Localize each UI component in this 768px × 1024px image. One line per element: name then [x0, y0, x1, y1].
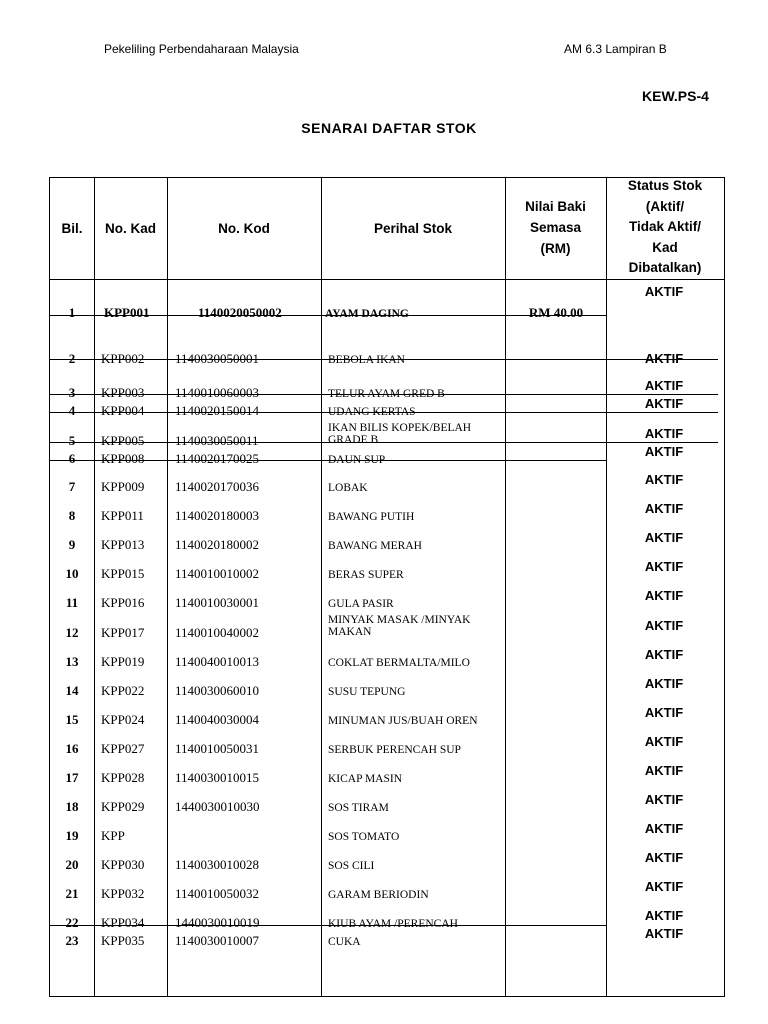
row-no-kad: KPP035 — [101, 933, 145, 948]
row-status: AKTIF — [644, 763, 684, 778]
row-bil: 23 — [65, 933, 79, 948]
row-perihal: MINUMAN JUS/BUAH OREN — [328, 715, 478, 727]
row-no-kad: KPP024 — [101, 712, 145, 727]
row-no-kad: KPP001 — [104, 305, 150, 320]
header-divider — [50, 279, 724, 280]
row-status: AKTIF — [644, 426, 684, 441]
row-no-kod: 1440030010030 — [175, 799, 260, 814]
column-divider — [606, 178, 607, 996]
row-no-kad: KPP005 — [101, 433, 145, 448]
row-no-kod: 1140030010015 — [175, 770, 260, 785]
column-header-status-line: Dibatalkan) — [628, 260, 702, 275]
row-perihal: GRADE B — [328, 434, 379, 446]
row-bil: 11 — [65, 595, 79, 610]
appendix-reference: AM 6.3 Lampiran B — [564, 42, 667, 56]
row-no-kod: 1140030050011 — [175, 433, 259, 448]
column-divider — [321, 178, 322, 996]
row-status: AKTIF — [644, 676, 684, 691]
circular-name: Pekeliling Perbendaharaan Malaysia — [104, 42, 299, 56]
row-no-kod: 1140010050031 — [175, 741, 260, 756]
row-bil: 6 — [68, 451, 76, 466]
row-status: AKTIF — [644, 501, 684, 516]
column-header-status-line: Kad — [652, 239, 678, 255]
row-no-kod: 1140010040002 — [175, 625, 260, 640]
row-no-kod: 1440030010019 — [175, 915, 260, 930]
row-no-kod: 1140040010013 — [175, 654, 260, 669]
row-perihal: SOS CILI — [328, 860, 375, 872]
row-perihal: SUSU TEPUNG — [328, 686, 406, 698]
row-bil: 21 — [65, 886, 79, 901]
row-status: AKTIF — [644, 444, 684, 459]
column-header-nilai — [505, 196, 606, 259]
row-perihal: GARAM BERIODIN — [328, 889, 429, 901]
row-no-kad: KPP029 — [101, 799, 145, 814]
row-no-kod: 1140020050002 — [198, 305, 282, 320]
row-perihal: BEBOLA IKAN — [328, 354, 405, 366]
row-bil: 2 — [68, 351, 76, 366]
column-header-perihal: Perihal Stok — [373, 221, 453, 236]
row-no-kad: KPP017 — [101, 625, 145, 640]
row-status: AKTIF — [644, 734, 684, 749]
row-no-kod: 1140030010007 — [175, 933, 260, 948]
row-perihal: KICAP MASIN — [328, 773, 403, 785]
row-status: AKTIF — [644, 472, 684, 487]
row-no-kad: KPP028 — [101, 770, 145, 785]
row-nilai-baki: RM 40.00 — [528, 305, 584, 320]
row-perihal: BAWANG PUTIH — [328, 511, 415, 523]
row-no-kad: KPP011 — [101, 508, 144, 523]
row-perihal: SOS TIRAM — [328, 802, 389, 814]
row-perihal: BAWANG MERAH — [328, 540, 422, 552]
row-no-kad: KPP034 — [101, 915, 145, 930]
column-header-no-kod: No. Kod — [218, 221, 270, 236]
column-header-nilai-line: Semasa — [529, 220, 582, 235]
column-header-nilai-line: (RM) — [540, 241, 571, 256]
stock-register-table — [49, 177, 725, 997]
column-header-status-line: Tidak Aktif/ — [628, 219, 701, 234]
row-bil: 17 — [65, 770, 79, 785]
row-no-kad: KPP027 — [101, 741, 145, 756]
row-status: AKTIF — [644, 559, 684, 574]
row-perihal: MAKAN — [328, 626, 372, 638]
row-perihal: SOS TOMATO — [328, 831, 400, 843]
row-status: AKTIF — [644, 926, 684, 941]
row-no-kod: 1140020170025 — [175, 451, 260, 466]
row-bil: 7 — [68, 479, 76, 494]
row-status: AKTIF — [644, 647, 684, 662]
row-status: AKTIF — [644, 588, 684, 603]
row-no-kod: 1140030050001 — [175, 351, 260, 366]
row-perihal: IKAN BILIS KOPEK/BELAH — [328, 422, 472, 434]
page-title: SENARAI DAFTAR STOK — [301, 120, 477, 136]
row-bil: 20 — [65, 857, 79, 872]
row-no-kod: 1140030010028 — [175, 857, 260, 872]
row-no-kod: 1140010010002 — [175, 566, 260, 581]
column-header-status-line: Status Stok — [627, 178, 703, 193]
row-bil: 13 — [65, 654, 79, 669]
row-perihal: BERAS SUPER — [328, 569, 404, 581]
row-no-kad: KPP019 — [101, 654, 145, 669]
column-header-nilai-line: Nilai Baki — [525, 199, 586, 214]
row-status: AKTIF — [644, 530, 684, 545]
column-header-status-line: (Aktif/ — [645, 198, 685, 214]
row-status: AKTIF — [644, 792, 684, 807]
row-status: AKTIF — [644, 618, 684, 633]
row-bil: 10 — [65, 566, 79, 581]
row-bil: 5 — [68, 433, 76, 448]
row-perihal: CUKA — [328, 936, 361, 948]
row-divider — [50, 442, 718, 443]
row-perihal: KIUB AYAM /PERENCAH — [328, 918, 458, 930]
row-no-kod: 1140040030004 — [175, 712, 260, 727]
row-no-kad: KPP008 — [101, 451, 145, 466]
row-perihal: COKLAT BERMALTA/MILO — [328, 657, 470, 669]
row-status: AKTIF — [644, 879, 684, 894]
row-no-kod: 1140030060010 — [175, 683, 260, 698]
row-perihal: AYAM DAGING — [325, 308, 409, 320]
row-status: AKTIF — [644, 284, 684, 299]
row-bil: 19 — [65, 828, 79, 843]
row-status: AKTIF — [644, 396, 684, 411]
row-bil: 18 — [65, 799, 79, 814]
row-no-kad: KPP002 — [101, 351, 145, 366]
row-bil: 8 — [68, 508, 76, 523]
row-status: AKTIF — [644, 850, 684, 865]
column-header-bil: Bil. — [61, 221, 83, 236]
row-no-kad: KPP009 — [101, 479, 145, 494]
row-bil: 16 — [65, 741, 79, 756]
row-perihal: GULA PASIR — [328, 598, 394, 610]
row-bil: 4 — [68, 403, 76, 418]
row-no-kad: KPP032 — [101, 886, 145, 901]
row-perihal: LOBAK — [328, 482, 368, 494]
row-no-kod: 1140010030001 — [175, 595, 260, 610]
row-status: AKTIF — [644, 908, 684, 923]
row-no-kad: KPP016 — [101, 595, 145, 610]
row-no-kad: KPP015 — [101, 566, 145, 581]
row-status: AKTIF — [644, 378, 684, 393]
row-perihal: TELUR AYAM GRED B — [328, 388, 445, 400]
column-divider — [505, 178, 506, 996]
row-status: AKTIF — [644, 821, 684, 836]
row-no-kod: 1140020170036 — [175, 479, 260, 494]
column-header-no-kad: No. Kad — [104, 221, 156, 236]
column-divider — [167, 178, 168, 996]
row-no-kad: KPP030 — [101, 857, 145, 872]
row-no-kad: KPP022 — [101, 683, 145, 698]
row-no-kod: 1140020150014 — [175, 403, 260, 418]
row-perihal: UDANG KERTAS — [328, 406, 416, 418]
row-status: AKTIF — [644, 705, 684, 720]
row-perihal: SERBUK PERENCAH SUP — [328, 744, 461, 756]
row-bil: 22 — [65, 915, 79, 930]
row-status: AKTIF — [644, 351, 684, 366]
form-code: KEW.PS-4 — [642, 88, 709, 104]
column-divider — [94, 178, 95, 996]
row-no-kod: 1140010050032 — [175, 886, 260, 901]
row-no-kod: 1140020180002 — [175, 537, 260, 552]
row-no-kod: 1140020180003 — [175, 508, 260, 523]
column-header-status — [606, 176, 724, 279]
row-no-kad: KPP013 — [101, 537, 145, 552]
row-bil: 15 — [65, 712, 79, 727]
header-divider-bil — [50, 279, 94, 280]
row-perihal: DAUN SUP — [328, 454, 386, 466]
row-bil: 1 — [68, 305, 76, 320]
row-bil: 12 — [65, 625, 79, 640]
row-bil: 14 — [65, 683, 79, 698]
row-bil: 3 — [68, 385, 76, 400]
row-perihal: MINYAK MASAK /MINYAK — [328, 614, 471, 626]
row-no-kad: KPP003 — [101, 385, 145, 400]
row-no-kad: KPP — [101, 828, 125, 843]
row-bil: 9 — [68, 537, 76, 552]
row-no-kod: 1140010060003 — [175, 385, 260, 400]
row-no-kad: KPP004 — [101, 403, 145, 418]
